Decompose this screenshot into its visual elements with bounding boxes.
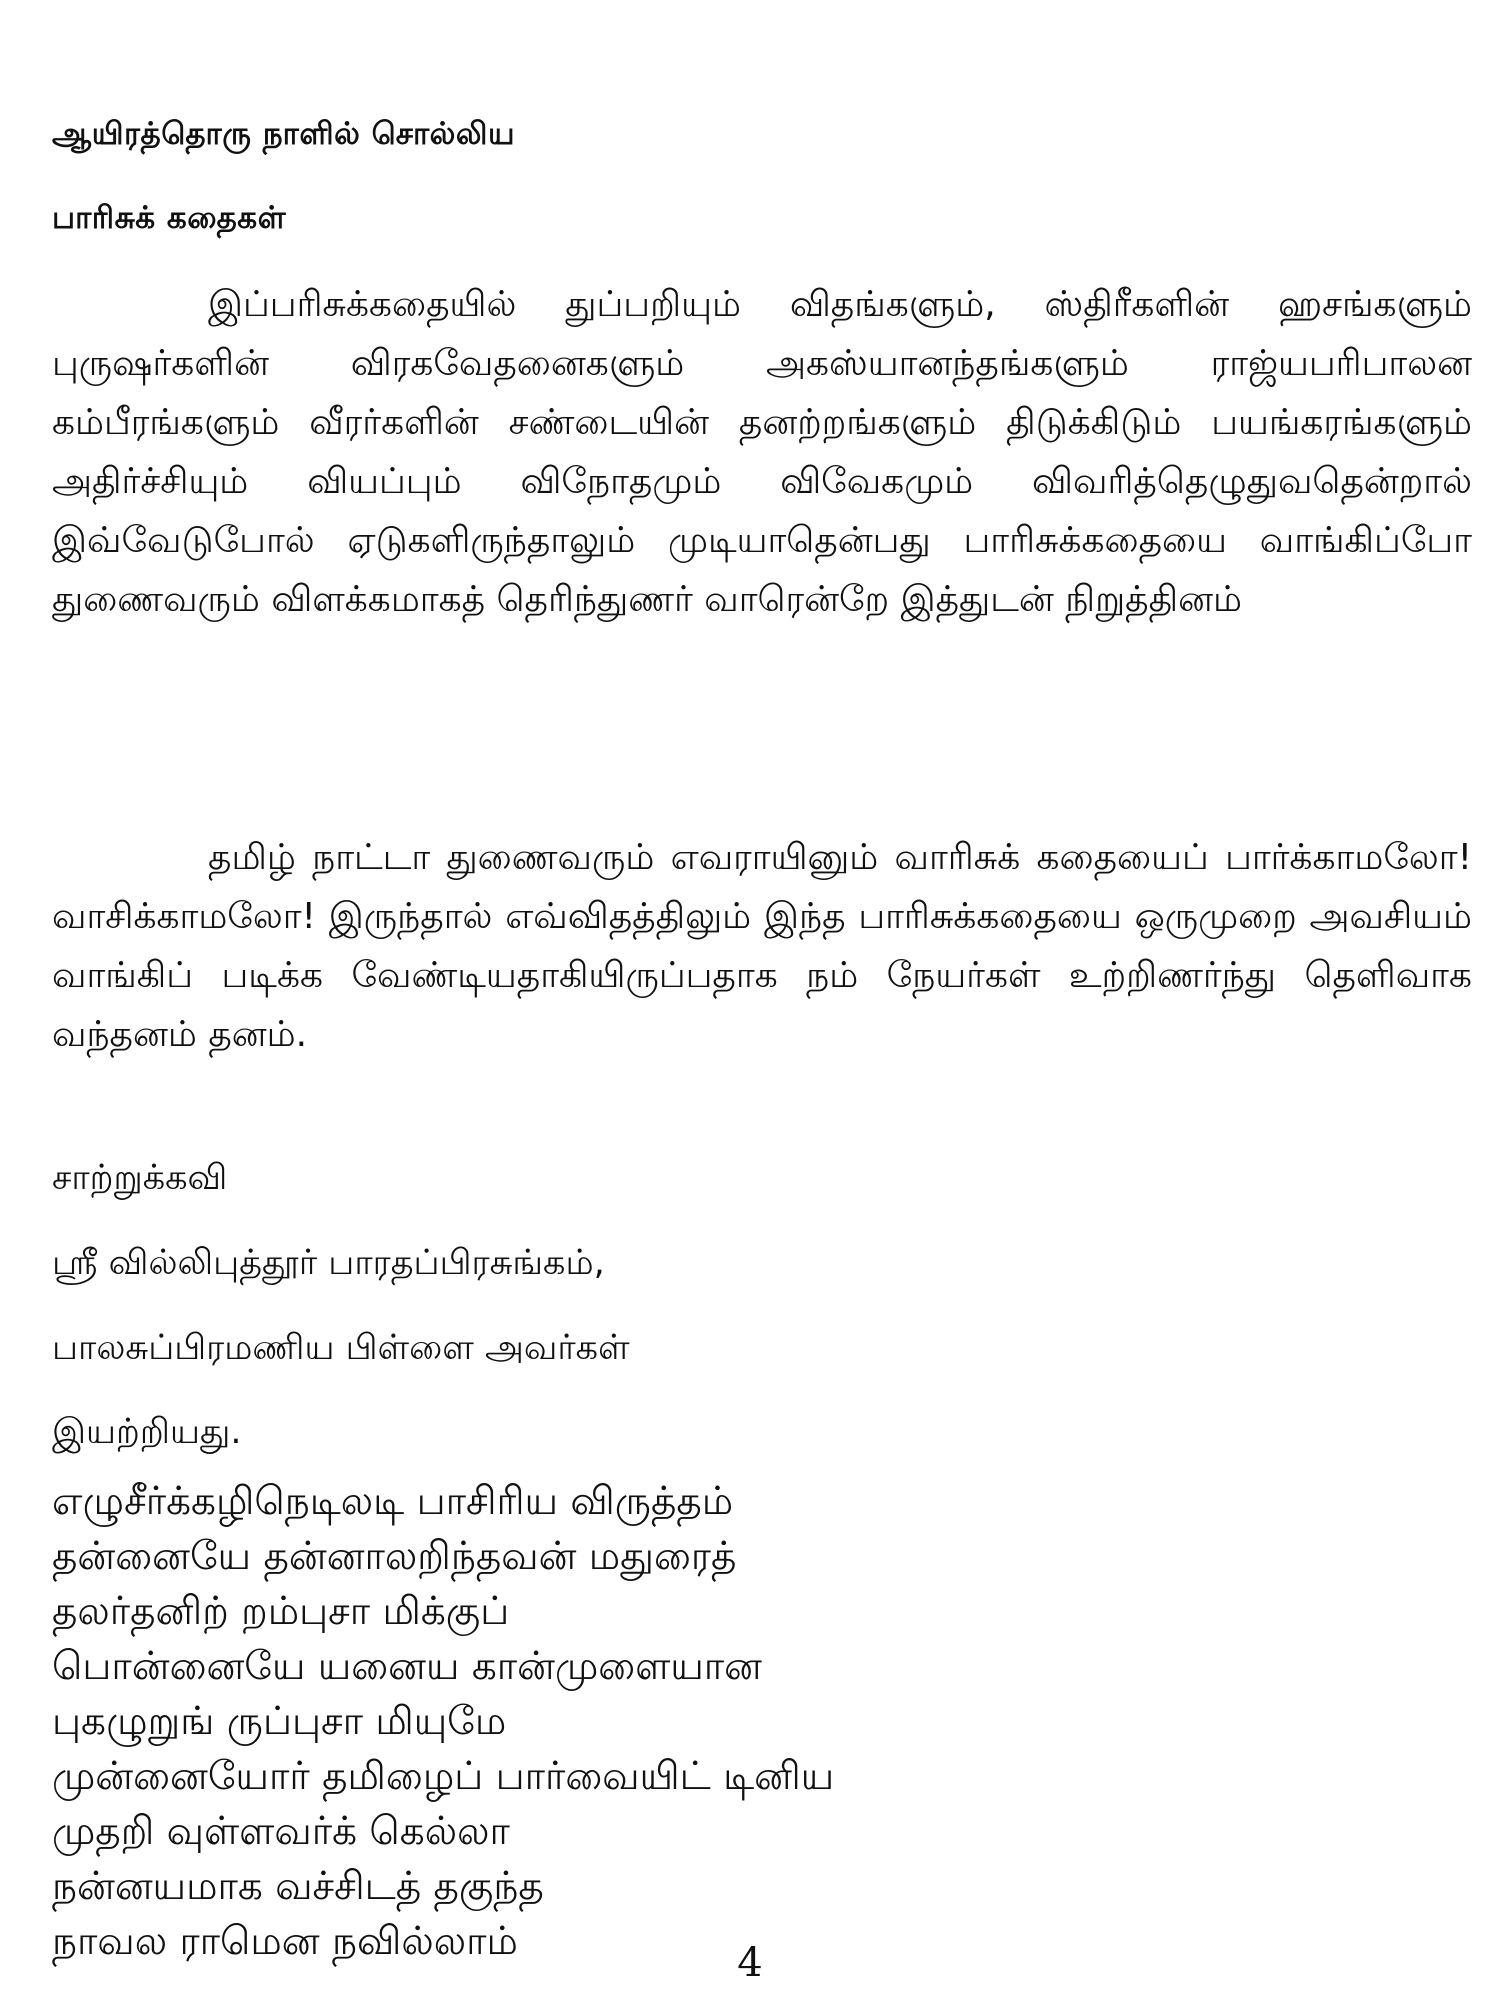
- verse-line: முன்னையோர் தமிழைப் பார்வையிட் டினிய: [52, 1754, 835, 1799]
- section-label: சாற்றுக்கவி: [52, 1158, 228, 1198]
- paragraph-1-text: இப்பரிசுக்கதையில் துப்பறியும் விதங்களும், ஸ்திரீகளின் ஹசங்களும் புருஷர்களின் விரகவேதனைகளும் அகஸ்யானந்தங்களும் ராஜ்யபரிபாலன கம்பீரங்களும் வீரர்களின் சண்டையின் தனற்றங்களும் திடுக்கிடும் பயங்கரங்களும் அதிர்ச்சியும் வியப்பும் விநோதமும் விவேகமும் விவரித்தெழுதுவதென்றால் இவ்வேடுபோல் ஏடுகளிருந்தாலும் முடியாதென்பது பாரிசுக்கதையை வாங்கிப்போ துணைவரும் விளக்கமாகத் தெரிந்துணர் வாரென்றே இத்துடன் நிறுத்தினம்: [52, 284, 1472, 620]
- page-number: 4: [737, 1940, 763, 1986]
- verse-line: பொன்னையே யனைய கான்முளையான: [52, 1644, 762, 1689]
- verse-line: தலர்தனிற் றம்புசா மிக்குப்: [52, 1589, 510, 1634]
- title-line-1: ஆயிரத்தொரு நாளில் சொல்லிய: [52, 116, 516, 152]
- title-line-2: பாரிசுக் கதைகள்: [52, 200, 287, 236]
- paragraph-2-text: தமிழ் நாட்டா துணைவரும் எவராயினும் வாரிசுக் கதையைப் பார்க்காமலோ! வாசிக்காமலோ! இருந்தால் எவ்விதத்திலும் இந்த பாரிசுக்கதையை ஒருமுறை அவசியம் வாங்கிப் படிக்க வேண்டியதாகியிருப்பதாக நம் நேயர்கள் உற்றிணர்ந்து தெளிவாக வந்தனம் தனம்.: [52, 837, 1472, 1055]
- verse-line: முதறி வுள்ளவர்க் கெல்லா: [52, 1809, 510, 1854]
- paragraph-1: [52, 275, 1472, 629]
- author-source-line: ஸ்ரீ வில்லிபுத்தூர் பாரதப்பிரசுங்கம்,: [52, 1243, 605, 1283]
- verse-line: நன்னயமாக வச்சிடத் தகுந்த: [52, 1864, 544, 1909]
- verse-line: எழுசீர்க்கழிநெடிலடி பாசிரிய விருத்தம்: [52, 1479, 734, 1524]
- verse-line: புகழுறுங் ருப்புசா மியுமே: [52, 1699, 507, 1744]
- composed-label: இயற்றியது.: [52, 1412, 242, 1452]
- verse-line: நாவல ராமென நவில்லாம்: [52, 1919, 518, 1964]
- verse-line: தன்னையே தன்னாலறிந்தவன் மதுரைத்: [52, 1534, 737, 1579]
- verse-block: [52, 1474, 834, 1969]
- author-name-line: பாலசுப்பிரமணிய பிள்ளை அவர்கள்: [52, 1328, 630, 1368]
- paragraph-2: [52, 828, 1472, 1064]
